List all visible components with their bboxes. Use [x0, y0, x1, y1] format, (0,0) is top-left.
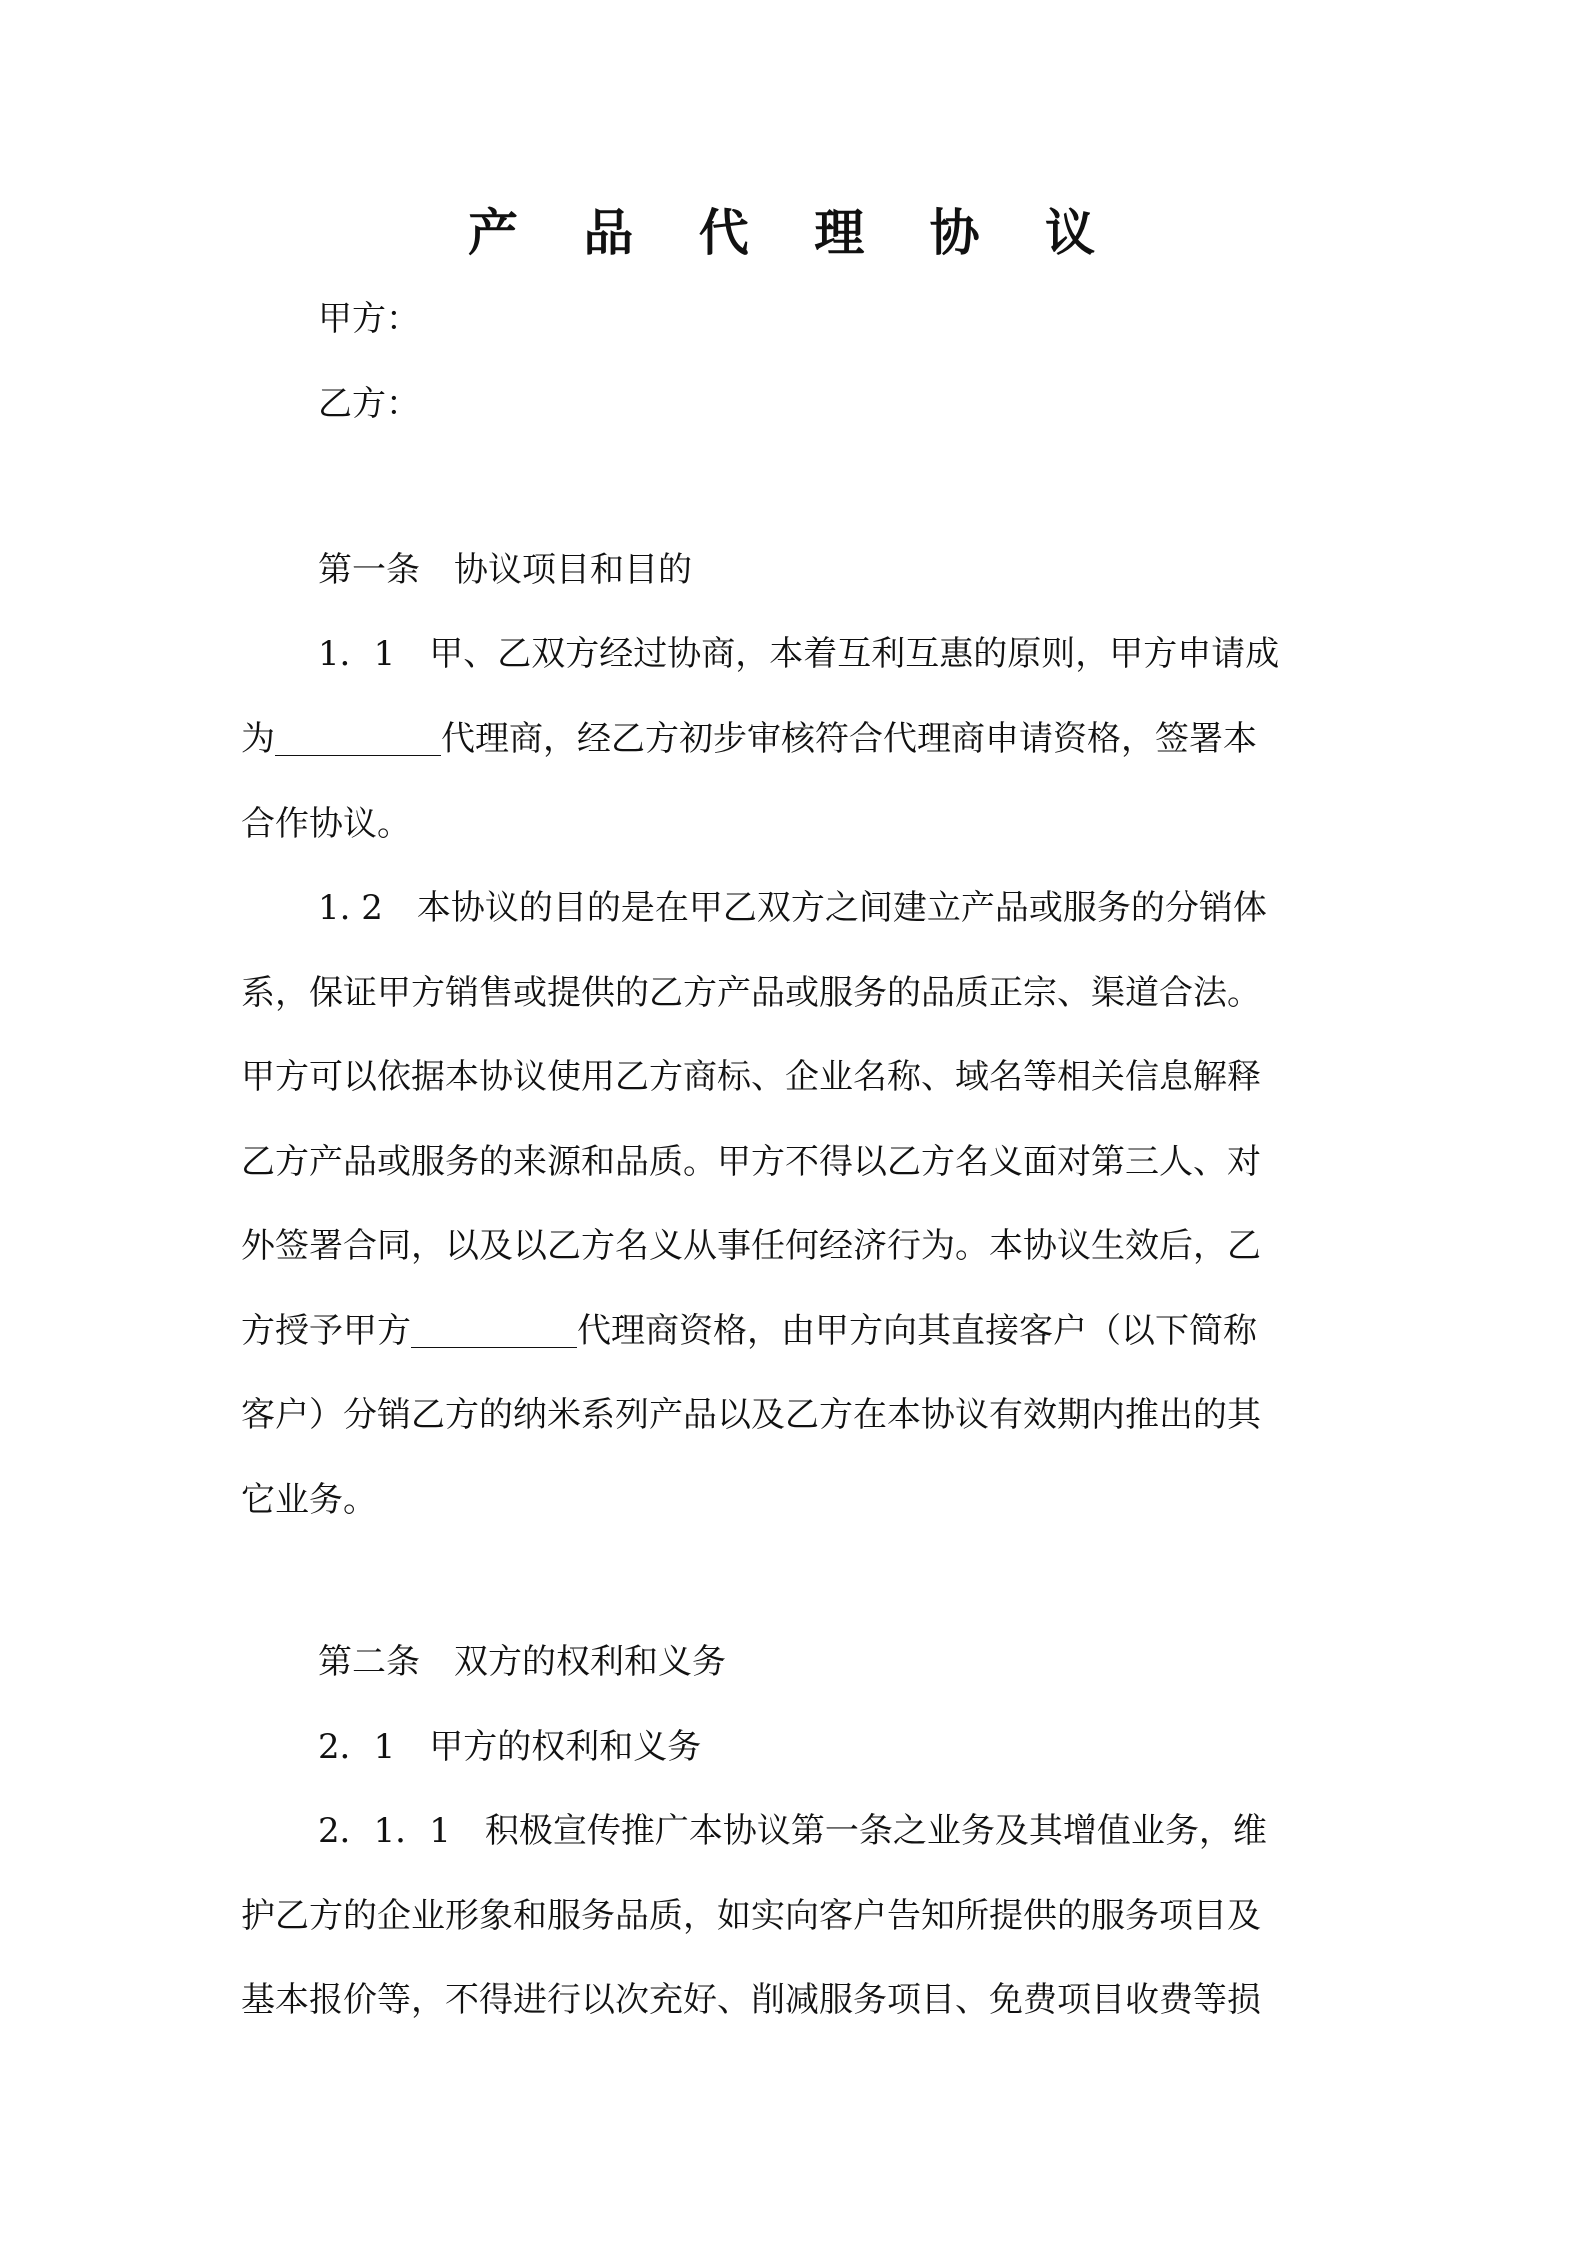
paragraph-line: 合作协议。: [241, 804, 411, 844]
paragraph-line: 1．1 甲、乙双方经过协商，本着互利互惠的原则，甲方申请成: [318, 634, 1280, 674]
text-segment: 代理商，经乙方初步审核符合代理商申请资格，签署本: [441, 719, 1257, 759]
article-1-heading: 第一条 协议项目和目的: [318, 550, 692, 590]
paragraph-line-with-blank: [241, 1307, 1356, 1355]
paragraph-line: 乙方产品或服务的来源和品质。甲方不得以乙方名义面对第三人、对: [241, 1142, 1261, 1182]
paragraph-line: 2．1．1 积极宣传推广本协议第一条之业务及其增值业务，维: [318, 1811, 1267, 1851]
paragraph-line: 客户）分销乙方的纳米系列产品以及乙方在本协议有效期内推出的其: [241, 1395, 1261, 1435]
text-segment: 代理商资格，由甲方向其直接客户（以下简称: [577, 1311, 1257, 1351]
party-a-label: 甲方：: [318, 299, 420, 339]
paragraph-line: 1. 2 本协议的目的是在甲乙双方之间建立产品或服务的分销体: [318, 888, 1267, 928]
fill-in-blank: [275, 721, 441, 756]
article-2-heading: 第二条 双方的权利和义务: [318, 1642, 726, 1682]
paragraph-line: 外签署合同，以及以乙方名义从事任何经济行为。本协议生效后，乙: [241, 1226, 1261, 1266]
paragraph-line-with-blank: [241, 715, 1356, 763]
paragraph-line: 护乙方的企业形象和服务品质，如实向客户告知所提供的服务项目及: [241, 1896, 1261, 1936]
text-segment: 为: [241, 719, 275, 759]
section-heading: 2．1 甲方的权利和义务: [318, 1727, 702, 1767]
paragraph-line: 系，保证甲方销售或提供的乙方产品或服务的品质正宗、渠道合法。: [241, 973, 1261, 1013]
fill-in-blank: [411, 1313, 577, 1348]
document-title: 产 品 代 理 协 议: [467, 203, 1120, 262]
text-segment: 方授予甲方: [241, 1311, 411, 1351]
paragraph-line: 它业务。: [241, 1480, 377, 1520]
paragraph-line: 甲方可以依据本协议使用乙方商标、企业名称、域名等相关信息解释: [241, 1057, 1261, 1097]
paragraph-line: 基本报价等，不得进行以次充好、削减服务项目、免费项目收费等损: [241, 1980, 1261, 2020]
party-b-label: 乙方：: [318, 384, 420, 424]
